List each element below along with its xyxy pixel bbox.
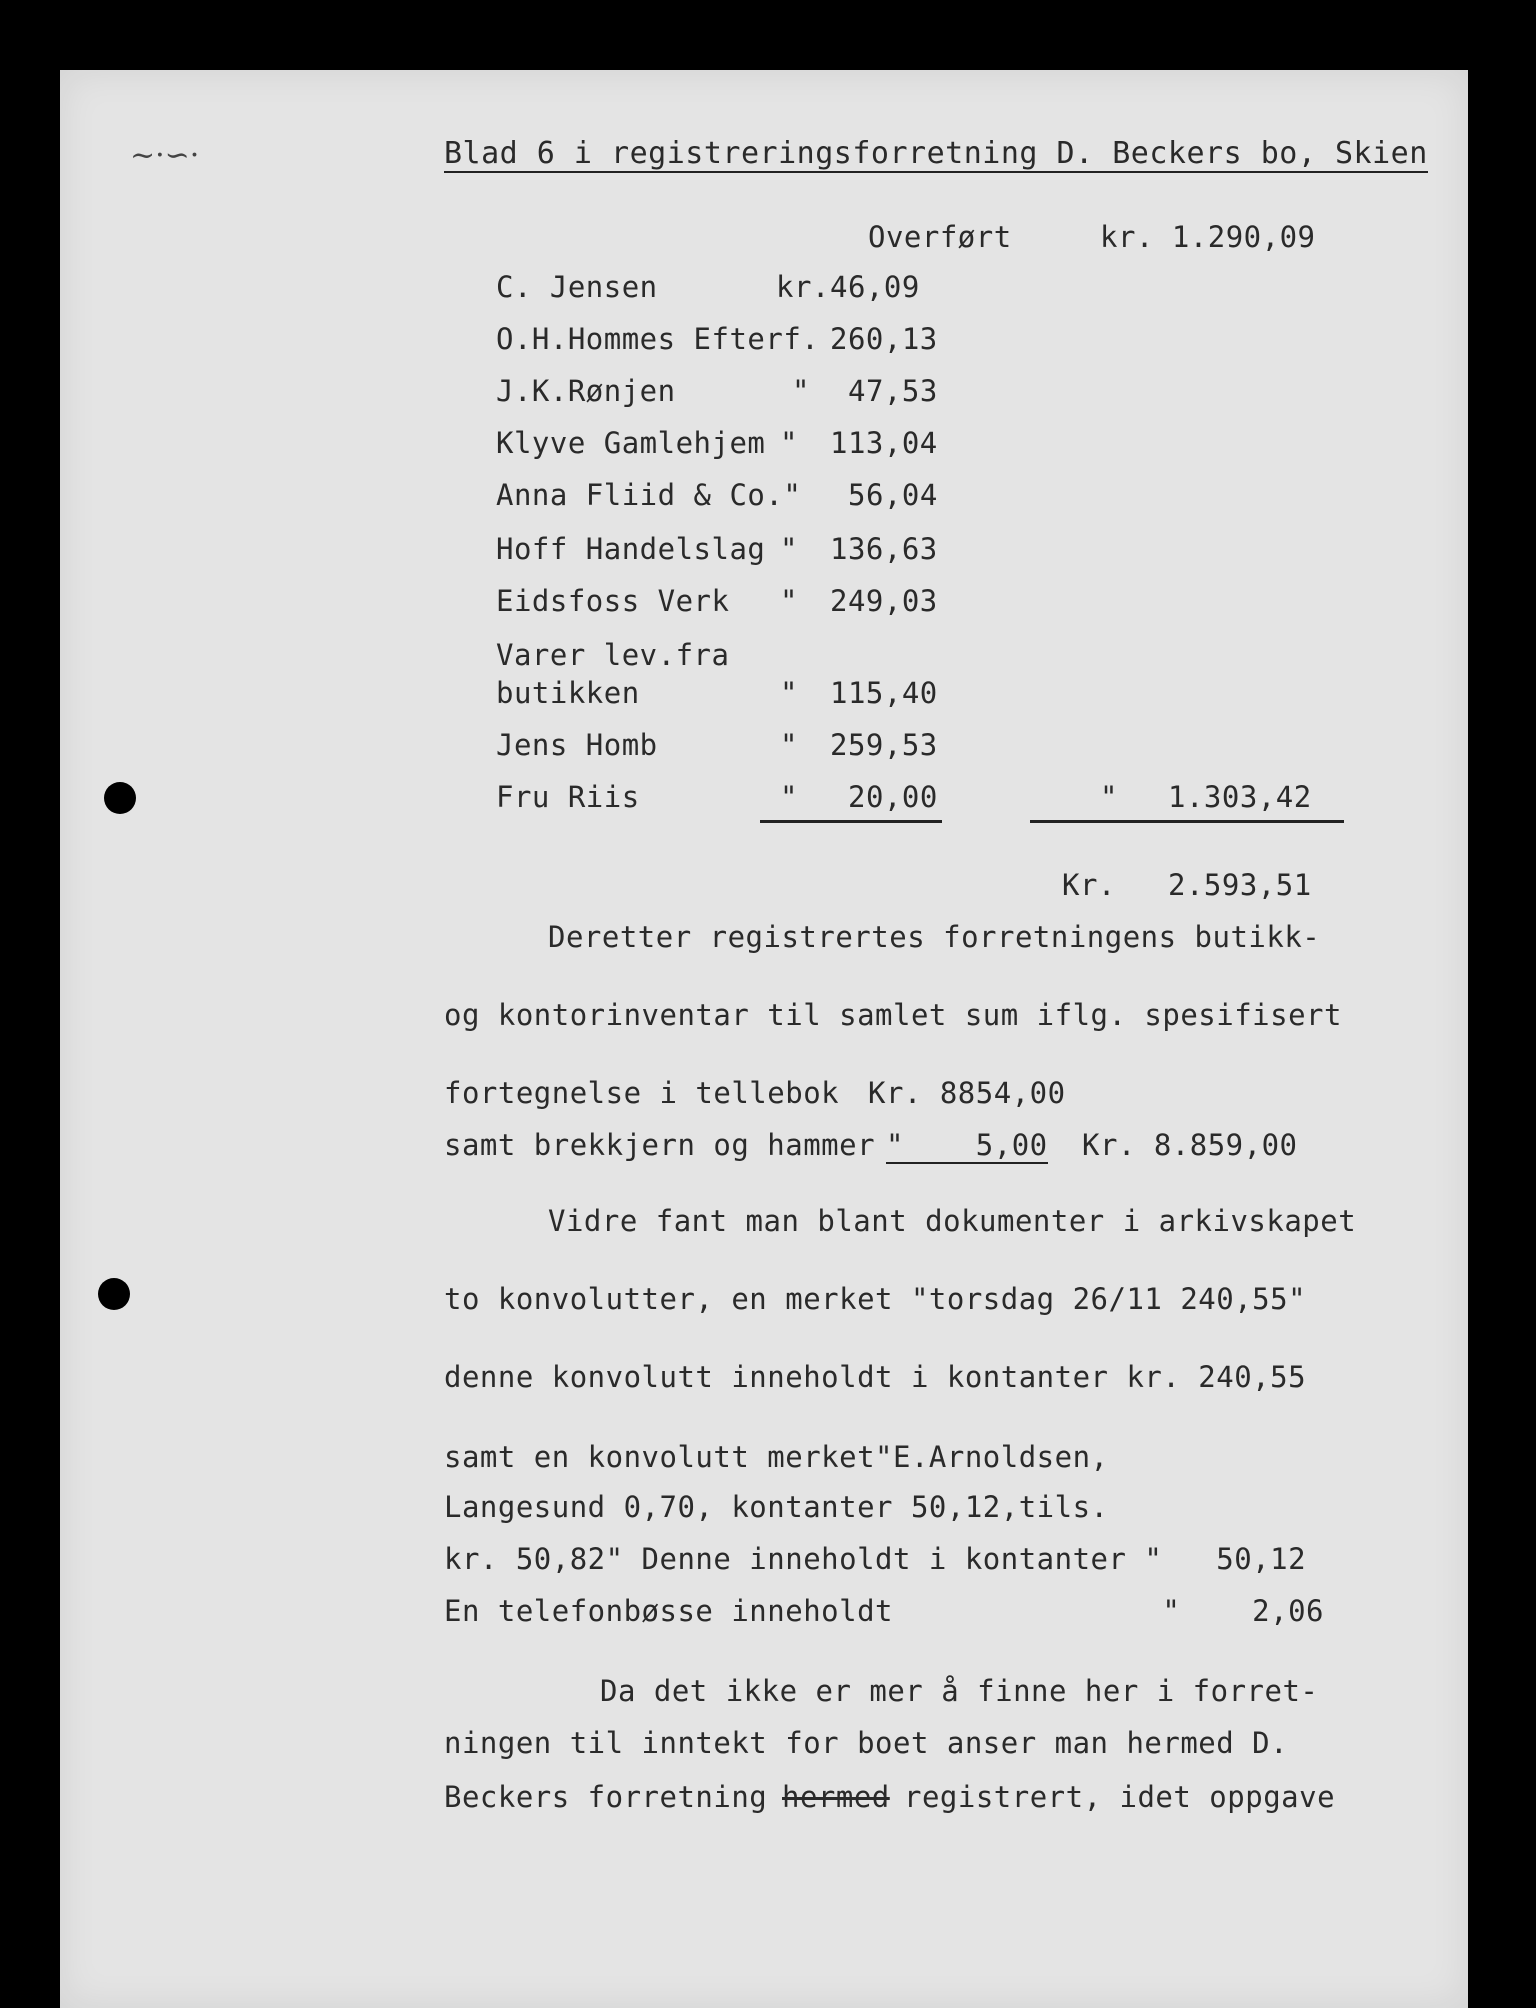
paragraph-line: denne konvolutt inneholdt i kontanter kr. 240,55	[444, 1360, 1307, 1394]
ledger-amount: 259,53	[830, 728, 938, 762]
ledger-amount: 249,03	[830, 584, 938, 618]
ledger-prefix: "	[780, 532, 798, 566]
ledger-name: Klyve Gamlehjem	[496, 426, 766, 460]
ledger-name: Fru Riis	[496, 780, 640, 814]
ledger-amount: 46,09	[830, 270, 920, 304]
subtotal-rule	[1030, 820, 1344, 823]
subtotal-amount: 1.303,42	[1168, 780, 1312, 814]
ledger-name: C. Jensen	[496, 270, 658, 304]
punch-hole-top	[104, 782, 136, 814]
punch-hole-bottom	[98, 1278, 130, 1310]
ledger-prefix: kr.	[776, 270, 830, 304]
paragraph-line: Beckers forretning	[444, 1780, 768, 1814]
carried-over-label: Overført	[868, 220, 1012, 254]
ledger-name: O.H.Hommes Efterf.	[496, 322, 820, 356]
paragraph-line: Langesund 0,70, kontanter 50,12,tils.	[444, 1490, 1109, 1524]
paragraph-line: to konvolutter, en merket "torsdag 26/11 240,55"	[444, 1282, 1307, 1316]
ledger-name: J.K.Rønjen	[496, 374, 676, 408]
page-header: Blad 6 i registreringsforretning D. Beckers bo, Skien	[444, 136, 1428, 171]
document-page	[60, 70, 1468, 2008]
subtotal-prefix: "	[1100, 780, 1118, 814]
ledger-name: Anna Fliid & Co."	[496, 478, 802, 512]
inventory-extra-amount: " 5,00	[886, 1128, 1048, 1162]
ledger-column-rule	[760, 820, 942, 823]
ledger-name: Eidsfoss Verk	[496, 584, 730, 618]
paragraph-line: Da det ikke er mer å finne her i forret-	[600, 1674, 1319, 1708]
paragraph-line: En telefonbøsse inneholdt " 2,06	[444, 1594, 1325, 1628]
ledger-prefix: "	[792, 374, 810, 408]
inventory-total: Kr. 8.859,00	[1082, 1128, 1298, 1162]
ledger-prefix: "	[780, 584, 798, 618]
inventory-label: samt brekkjern og hammer	[444, 1128, 876, 1162]
handwritten-mark: ~·∽·	[130, 138, 200, 173]
ledger-prefix: "	[780, 728, 798, 762]
ledger-prefix: "	[780, 676, 798, 710]
ledger-amount: 115,40	[830, 676, 938, 710]
total-label: Kr.	[1062, 868, 1116, 902]
paragraph-line: registrert, idet oppgave	[904, 1780, 1336, 1814]
paragraph-line: samt en konvolutt merket"E.Arnoldsen,	[444, 1440, 1109, 1474]
ledger-amount: 20,00	[848, 780, 938, 814]
paragraph-line: og kontorinventar til samlet sum iflg. spesifisert	[444, 998, 1342, 1032]
paragraph-line: fortegnelse i tellebok	[444, 1076, 840, 1110]
ledger-amount: 47,53	[848, 374, 938, 408]
ledger-name: butikken	[496, 676, 640, 710]
ledger-amount: 260,13	[830, 322, 938, 356]
paragraph-line: ningen til inntekt for boet anser man hermed D.	[444, 1726, 1289, 1760]
ledger-prefix: "	[780, 780, 798, 814]
ledger-prefix: "	[780, 426, 798, 460]
paragraph-line: kr. 50,82" Denne inneholdt i kontanter " 50,12	[444, 1542, 1307, 1576]
ledger-amount: 56,04	[848, 478, 938, 512]
inventory-amount: Kr. 8854,00	[868, 1076, 1066, 1110]
carried-over-amount: kr. 1.290,09	[1100, 220, 1316, 254]
total-amount: 2.593,51	[1168, 868, 1312, 902]
struck-word: hermed	[782, 1780, 890, 1814]
ledger-amount: 136,63	[830, 532, 938, 566]
ledger-amount: 113,04	[830, 426, 938, 460]
paragraph-line: Deretter registrertes forretningens butikk-	[548, 920, 1321, 954]
ledger-name: Hoff Handelslag	[496, 532, 766, 566]
ledger-name: Jens Homb	[496, 728, 658, 762]
paragraph-line: Vidre fant man blant dokumenter i arkivskapet	[548, 1204, 1357, 1238]
ledger-name: Varer lev.fra	[496, 638, 730, 672]
